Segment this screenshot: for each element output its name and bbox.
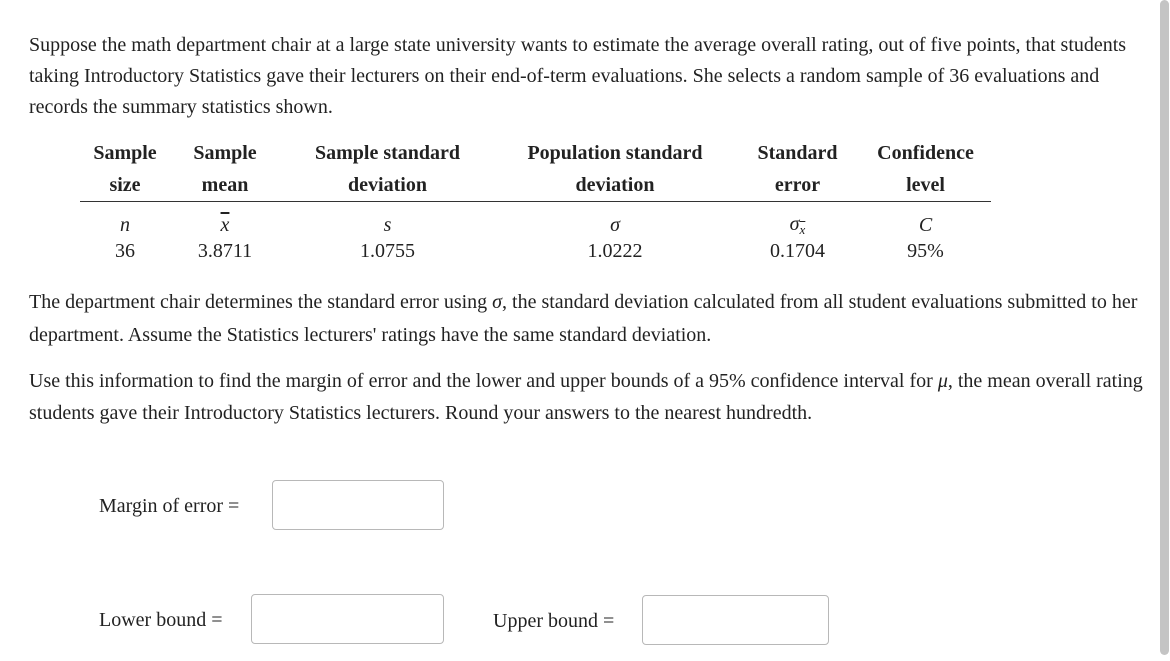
scrollbar-thumb[interactable] — [1160, 0, 1169, 655]
paragraph-standard-error-note: The department chair determines the standard error using σ, the standard deviation calculated from all student evaluations submitted to her department. Assume the Statistics lecturers' ratings have the same standard deviation. — [29, 291, 1138, 346]
lower-bound-label: Lower bound = — [99, 609, 223, 631]
symbol-sigma: σ — [610, 213, 620, 236]
table-value-row — [80, 240, 991, 270]
summary-statistics-table — [80, 137, 991, 270]
value-sample-size: 36 — [115, 240, 135, 262]
header-sample-mean: Sample mean — [193, 142, 257, 196]
symbol-n: n — [120, 213, 130, 236]
table-symbol-row — [80, 202, 991, 241]
margin-of-error-label: Margin of error = — [99, 495, 240, 517]
header-confidence-level: Confidence level — [877, 142, 974, 196]
value-confidence-level: 95% — [907, 240, 944, 262]
sigma-symbol: σ — [492, 291, 503, 313]
lower-bound-input[interactable] — [251, 594, 444, 644]
header-standard-error: Standard error — [757, 142, 838, 196]
header-population-sd: Population standard deviation — [527, 142, 703, 196]
symbol-c: C — [918, 213, 933, 236]
symbol-s: s — [383, 213, 392, 236]
upper-bound-input[interactable] — [642, 595, 829, 645]
symbol-sigma-x-bar: $\sigma_{\overline{x}}$ — [789, 212, 806, 237]
header-sample-size: Sample size — [93, 142, 157, 196]
problem-intro — [29, 30, 1159, 123]
value-population-sd: 1.0222 — [587, 240, 643, 262]
value-standard-error: 0.1704 — [770, 240, 825, 262]
paragraph-instructions: Use this information to find the margin of error and the lower and upper bounds of a 95% confidence interval for μ, the mean overall rating students gave their Introductory Statistics lecturers. Round your answers to the nearest hundredth. — [29, 370, 1143, 424]
intro-text: Suppose the math department chair at a large state university wants to estimate the average overall rating, out of five points, that students taking Introductory Statistics gave their lecturers on their end-of-term evaluations. She selects a random sample of 36 evaluations and records the summary statistics shown. — [29, 34, 1127, 118]
symbol-x-bar: $\overline{x}$ — [220, 213, 230, 236]
value-sample-sd: 1.0755 — [360, 240, 415, 262]
mu-symbol: μ — [937, 370, 948, 392]
vertical-scrollbar[interactable] — [1158, 0, 1170, 661]
header-sample-sd: Sample standard deviation — [314, 142, 461, 196]
table-header-row — [80, 137, 991, 202]
margin-of-error-input[interactable] — [272, 480, 444, 530]
value-sample-mean: 3.8711 — [197, 240, 253, 262]
upper-bound-label: Upper bound = — [493, 610, 615, 632]
